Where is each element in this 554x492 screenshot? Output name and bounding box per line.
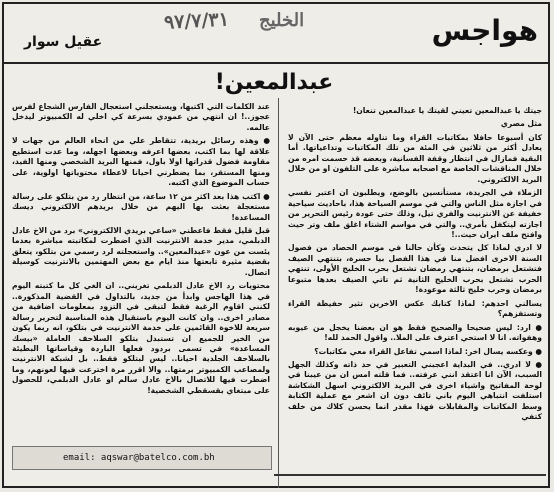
paragraph: ● وهذه رسائل بريدية، تتقاطر علي من انحاء العالم من جهات لا علاقة لها بما اكتب، بعضها اعرفه وبعضها اجهله، وما عدت استطيع مقاومة فضول قدراتها اولا باول، فمنها البريد الشخصي ومنها الفيد، ومنها المستقر، بما يضطرني احيانا لاعطاء محتوياتها اولوية، على حساب الموضوع الذي اكتبه. (12, 136, 270, 188)
paragraph: عند الكلمات التي اكتبها، ويستعجلني استعجال الفارس الشجاع لفرس عجوز..! ان انتهي من عمودي بسرعة كي اخلي له الكمبيوتر ليدخل عالمه. (12, 102, 270, 132)
epigraph-source: مثل مصري (500, 119, 542, 129)
bottom-rule (274, 474, 546, 476)
paragraph: محتويات رد الاخ عادل الدبلمي تغريني.. ان الغي كل ما كتبته اليوم في هذا الهاجس وابدأ من جديد، بالتداول في القضية المذكورة.. لكنني اقاوم الرغبة فقط لتبقى في التزود بمعلومات اضافية من مصادر اخرى.. وان كانت اليوم باستقبال هذه المناسبة لتحرير رسالة سريعة للاخوة القائمين على خدمة الانترنيت في بتلكو، انه ربما يكون من الخير للجميع ان تستبدل بتلكو السلاحف العاملة «بيسك المساعدة» في تسمى بردود فعلها الباردة وقياساتها البطيئة بالسلاحف الجلدية احيانا.. ليس لبتلكو فقط.. بل لشبكة الانترنيت ولمصاعب الكمبيوتر برمتها.. والا اقرر مرة اخترعت فيها لعونهم، وما اضطرت فيها للاتصال بالاخ عادل سالم او عادل الدبلمي، للحصول على مبتغاي بقسقطي الشخصية! (12, 281, 270, 395)
article-headline: عبدالمعين! (214, 70, 334, 95)
paragraph: ● اكتب هذا بعد اكثر من ١٢ ساعة، من انتظار رد من بتلكو على رسالة مستعجلة بعثت بها اليهم من خلال بريدهم الالكتروني ديسك المساعدة! (12, 191, 270, 222)
paragraph: ● وعكسه يسال اخر: لماذا اسمي تفاعل القراء معي مكاتبات؟ (314, 346, 542, 356)
paragraph: قبل قليل فقط فاعطني «ساعي بريدي الالكتروني» برد من الاخ عادل الدبلمي، مدير خدمة الانترنيت الذي اضطرت لمكاتبته مباشرة بعدما يئست من عون «عبدالمعين».. واستعجلته لرد رسمي من بتلكو، يتعلق بقضية مثيرة تابعتها منذ ايام مع بعض المهتمين بالانترنيت كوسيلة اتصال. (12, 225, 270, 277)
paragraph: يسالني احدهم: لماذا كتابك عكس الاخرين تثير حفيظة القراء وتستفزهم؟ (288, 298, 542, 319)
article-column-right (288, 106, 542, 426)
column-divider (278, 98, 279, 488)
epigraph: جيتك يا عبدالمعين تعيني لقيتك يا عبدالمعين تنعان! (352, 106, 542, 115)
paragraph: لا ادري لماذا كل يتحدث وكأن حالنا في موسم الحصاد من فصول السنة الاخرى افضل منا في هذا الفصل بيا حسرة، بتنتهي الصيف فتشتعل برمضان، بتنتهي رمضان تشتعل بحرب الخليج الأولى، تنتهي الحرب تشتعل بحرب الخليج الثانية ثم تاتي الصيف بعدها متبوعا برمضان وحرب خليج ثالثة موعودة! (288, 243, 542, 295)
paragraph: ● ارد: ليس صحيحا والصحيح فقط هو ان بعضنا يخجل من عيوبه وهفواته. انا لا استحي اعترف على الملا.. واقول الحمد لله! (288, 322, 542, 343)
article-column-left (12, 102, 270, 434)
newspaper-page (2, 2, 550, 488)
newspaper-masthead: الخليج (259, 10, 305, 31)
column-header (4, 4, 548, 64)
author-email: email: aqswar@batelco.com.bh (12, 446, 272, 470)
handwritten-date: ٩٧/٧/٣١ (163, 8, 230, 34)
paragraph: ● لا ادري.. في البداية اعجبني التعبير في حد ذاته وكذلك الجهل السبب، الآن انا اعتقد انني عرفته.. فما قلته امس ان من عيبنا في لوحة المفاتيح واشياء اخرى في البريد الالكتروني اسهل الشكاشة استلفت انتباهي اليوم باني تائف دون ان اشعر مع عملية الكتابة وسط المكاتبات والمقابلات فهذا مقدر انما يحسن كلاك من خلف كتفي (288, 359, 542, 422)
paragraph: كان أسبوعا حافلا بمكاتبات القراء وما تناوله معظم حتى الآن لا يعادل أكثر من ثلاثين في المئة من تلك المكاتبات وتداعياتها. أما البقية فمازال في انتظار وقفة الفسانية، وبعضه قد حسمت امره من خلال المناقشات الخاصة مع اصحابه مباشرة على التلفون او من خلال البريد الالكتروني. (288, 132, 542, 184)
column-title: هواجس (431, 14, 538, 47)
paragraph: الزملاء في الجريدة، مستأنسين بالوضع، ويطلبون ان اعتبر نفسي في اجازة مثل الناس والتي في موسم السياحة هذا، باحاديث سياحية خفيفة عن الانترنيت والفري تيل، وذلك حتى عودة رئيس التحرير من اجازته ليتكفل بأمري.. والتي في مواسم الشتاء اغلق ملف وتر حيث وافتح ملف ايران حيث..! (288, 188, 542, 239)
author-name: عقيل سوار (24, 34, 103, 50)
